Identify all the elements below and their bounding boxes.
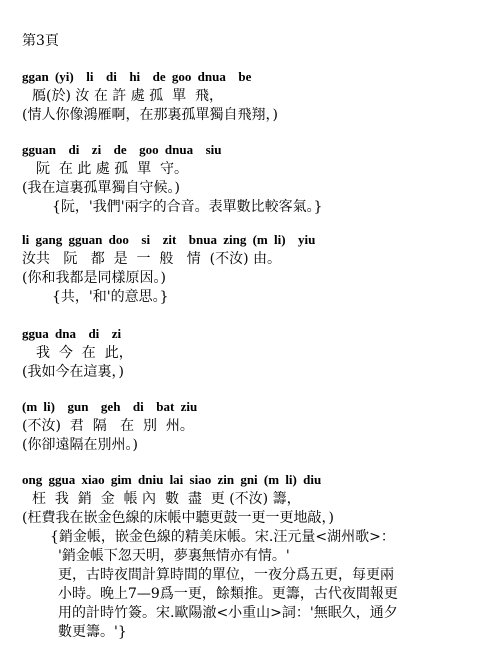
- hanzi-line: 我 今 在 此，: [36, 345, 133, 361]
- note-line: {阮，'我們'兩字的合音。表單數比較客氣。}: [52, 199, 323, 215]
- note-line: {銷金帳，嵌金色線的精美床帳。宋.汪元量<湖州歌>：: [50, 529, 395, 545]
- hanzi-line: 阮 在 此 處 孤 單 守。: [36, 161, 189, 177]
- note-line: '銷金帳下忽天明，夢裏無情亦有情。': [58, 548, 290, 564]
- translation-line: (你卻遠隔在別州。): [22, 437, 138, 453]
- page-number-label: 第3頁: [22, 33, 59, 49]
- translation-line: (我在這裏孤單獨自守候。): [22, 180, 180, 196]
- note-line: {共，'和'的意思。}: [52, 289, 169, 305]
- romanization-line: (m li) gun geh di bat ziu: [22, 399, 198, 414]
- hanzi-line: 鴈(於) 汝 在 許 處 孤 單 飛，: [32, 88, 223, 104]
- translation-line: (我如今在這裏，): [22, 364, 124, 380]
- note-line: 小時。晚上7—9爲一更，餘類推。更籌，古代夜間報更: [58, 586, 398, 602]
- romanization-line: ggua dna di zi: [22, 326, 122, 341]
- translation-line: (枉費我在嵌金色線的床帳中聽更鼓一更一更地敲，): [22, 510, 334, 526]
- translation-line: (情人你像鴻雁啊，在那裏孤單獨自飛翔，): [22, 107, 278, 123]
- hanzi-line: (不汝) 君 隔 在 別 州。: [22, 418, 194, 434]
- note-line: 用的計時竹簽。宋.歐陽澈<小重山>詞：'無眠久，通夕: [58, 605, 398, 621]
- romanization-line: li gang gguan doo si zit bnua zing (m li) yiu: [22, 232, 316, 247]
- hanzi-line: 汝共 阮 都 是 一 般 情 (不汝) 由。: [22, 251, 282, 267]
- romanization-line: gguan di zi de goo dnua siu: [22, 142, 222, 157]
- translation-line: (你和我都是同樣原因。): [22, 270, 166, 286]
- romanization-line: ong ggua xiao gim dniu lai siao zin gni (m li) diu: [22, 472, 322, 487]
- note-line: 數更籌。'}: [58, 624, 127, 640]
- romanization-line: ggan (yi) li di hi de goo dnua be: [22, 69, 252, 84]
- hanzi-line: 枉 我 銷 金 帳 內 數 盡 更 (不汝) 籌，: [32, 491, 301, 507]
- note-line: 更，古時夜間計算時間的單位，一夜分爲五更，每更兩: [58, 567, 394, 583]
